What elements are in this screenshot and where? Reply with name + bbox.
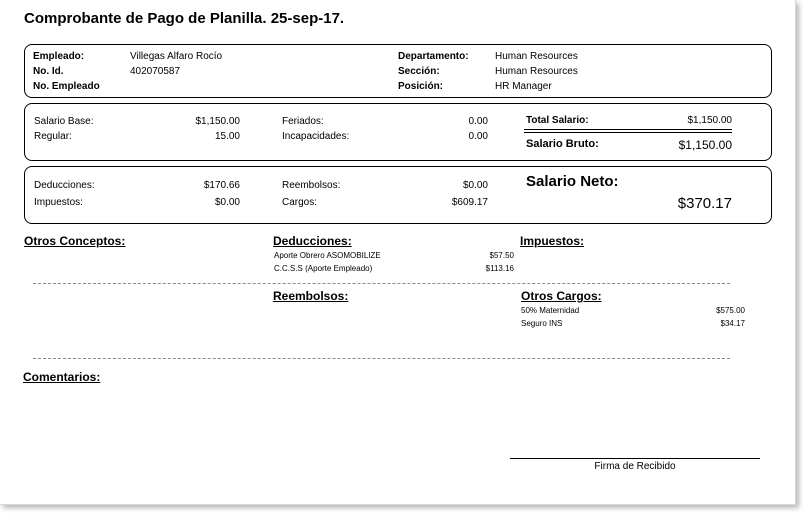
reembolsos-value: $0.00 xyxy=(462,180,488,191)
impuestos-value: $0.00 xyxy=(214,197,240,208)
no-empleado-label: No. Empleado xyxy=(33,81,100,92)
salario-neto-label: Salario Neto: xyxy=(526,173,619,190)
seccion-label: Sección: xyxy=(398,66,440,77)
incapacidades-value: 0.00 xyxy=(468,131,488,142)
total-divider-top xyxy=(524,129,732,130)
cargo-item-label: 50% Maternidad xyxy=(521,306,580,315)
departamento-label: Departamento: xyxy=(398,51,469,62)
otros-conceptos-heading: Otros Conceptos: xyxy=(24,234,126,248)
feriados-value: 0.00 xyxy=(468,116,488,127)
regular-label: Regular: xyxy=(34,131,72,142)
cargo-item-label: Seguro INS xyxy=(521,319,563,328)
deduccion-item-label: C.C.S.S (Aporte Empleado) xyxy=(274,264,373,273)
incapacidades-label: Incapacidades: xyxy=(282,131,350,142)
salario-base-value: $1,150.00 xyxy=(195,116,240,127)
cargos-value: $609.17 xyxy=(451,197,488,208)
feriados-label: Feriados: xyxy=(282,116,324,127)
total-salario-label: Total Salario: xyxy=(526,115,589,126)
salario-neto-value: $370.17 xyxy=(677,195,732,212)
section-divider xyxy=(33,283,730,284)
deducciones-label: Deducciones: xyxy=(34,180,95,191)
cargo-item-value: $34.17 xyxy=(720,319,745,328)
regular-value: 15.00 xyxy=(214,131,240,142)
salario-bruto-value: $1,150.00 xyxy=(678,138,732,152)
posicion-value: HR Manager xyxy=(495,81,552,92)
otros-cargos-heading: Otros Cargos: xyxy=(521,289,602,303)
empleado-label: Empleado: xyxy=(33,51,85,62)
impuestos-label: Impuestos: xyxy=(34,197,83,208)
reembolsos-label: Reembolsos: xyxy=(282,180,341,191)
salario-base-label: Salario Base: xyxy=(34,116,94,127)
page-title: Comprobante de Pago de Planilla. 25-sep-17. xyxy=(24,10,345,27)
reembolsos-heading: Reembolsos: xyxy=(273,289,349,303)
total-divider-bottom xyxy=(524,132,732,133)
no-id-label: No. Id. xyxy=(33,66,64,77)
seccion-value: Human Resources xyxy=(495,66,578,77)
posicion-label: Posición: xyxy=(398,81,444,92)
deduccion-item-label: Aporte Obrero ASOMOBILIZE xyxy=(274,251,381,260)
departamento-value: Human Resources xyxy=(495,51,578,62)
section-divider xyxy=(33,358,730,359)
deduccion-item-value: $57.50 xyxy=(489,251,514,260)
comentarios-heading: Comentarios: xyxy=(23,370,101,384)
cargos-label: Cargos: xyxy=(282,197,318,208)
cargo-item-value: $575.00 xyxy=(716,306,745,315)
total-salario-value: $1,150.00 xyxy=(687,115,732,126)
impuestos-heading: Impuestos: xyxy=(520,234,585,248)
signature-line xyxy=(510,458,760,459)
signature-label: Firma de Recibido xyxy=(594,461,676,472)
no-id-value: 402070587 xyxy=(130,66,181,77)
empleado-value: Villegas Alfaro Rocío xyxy=(130,51,223,62)
deducciones-heading: Deducciones: xyxy=(273,234,352,248)
deducciones-value: $170.66 xyxy=(203,180,240,191)
salario-bruto-label: Salario Bruto: xyxy=(526,138,599,150)
deduccion-item-value: $113.16 xyxy=(485,264,514,273)
